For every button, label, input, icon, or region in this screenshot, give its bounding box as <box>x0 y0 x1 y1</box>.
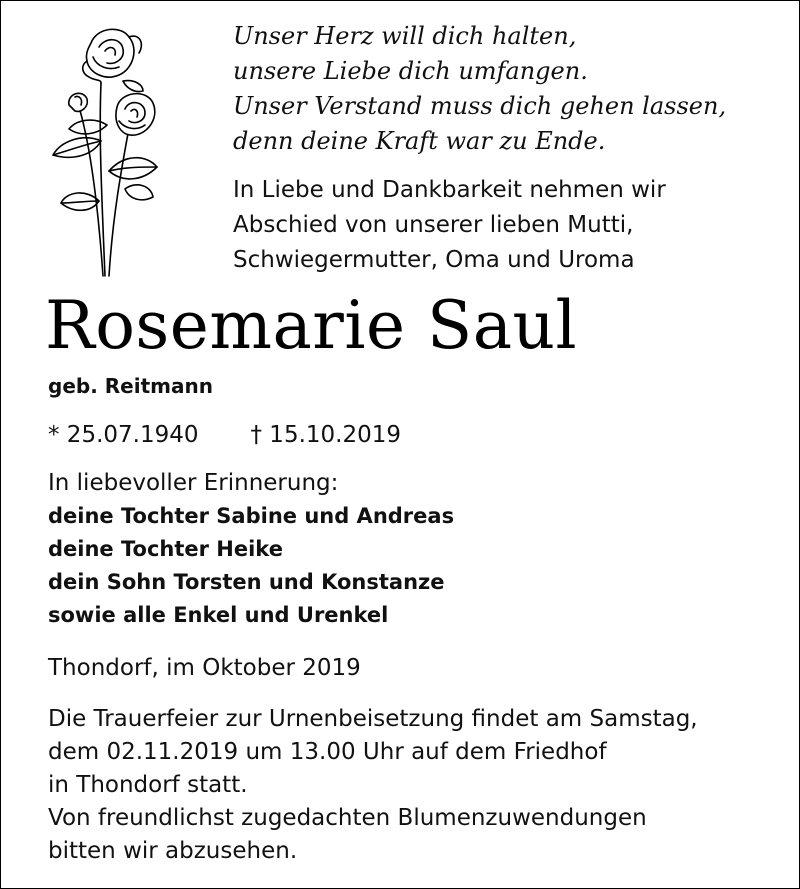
survivor-line: deine Tochter Heike <box>48 537 283 561</box>
place-and-date: Thondorf, im Oktober 2019 <box>48 655 361 681</box>
survivor-line: sowie alle Enkel und Urenkel <box>48 603 389 627</box>
funeral-line: bitten wir abzusehen. <box>48 838 298 864</box>
funeral-line: Die Trauerfeier zur Urnenbeisetzung findet am Samstag, <box>48 706 698 732</box>
poem-line: unsere Liebe dich umfangen. <box>233 57 588 85</box>
poem-line: Unser Verstand muss dich gehen lassen, <box>233 92 727 120</box>
death-date: † 15.10.2019 <box>250 422 401 448</box>
funeral-info <box>48 703 768 868</box>
poem-line: Unser Herz will dich halten, <box>233 22 577 50</box>
farewell-intro <box>233 173 793 278</box>
deceased-name: Rosemarie Saul <box>45 287 578 364</box>
rose-illustration-icon <box>39 21 171 279</box>
maiden-name: geb. Reitmann <box>48 374 213 398</box>
survivor-line: deine Tochter Sabine und Andreas <box>48 504 455 528</box>
funeral-line: dem 02.11.2019 um 13.00 Uhr auf dem Friedhof <box>48 739 607 765</box>
life-dates <box>48 419 401 451</box>
intro-line: In Liebe und Dankbarkeit nehmen wir <box>233 177 666 203</box>
remembrance-heading: In liebevoller Erinnerung: <box>48 470 339 496</box>
intro-line: Schwiegermutter, Oma und Uroma <box>233 247 635 273</box>
poem <box>233 19 793 159</box>
funeral-line: in Thondorf statt. <box>48 772 248 798</box>
birth-date: * 25.07.1940 <box>48 422 199 448</box>
survivor-line: dein Sohn Torsten und Konstanze <box>48 570 445 594</box>
intro-line: Abschied von unserer lieben Mutti, <box>233 212 634 238</box>
remembrance <box>48 467 768 632</box>
funeral-line: Von freundlichst zugedachten Blumenzuwendungen <box>48 805 647 831</box>
poem-line: denn deine Kraft war zu Ende. <box>233 127 606 155</box>
